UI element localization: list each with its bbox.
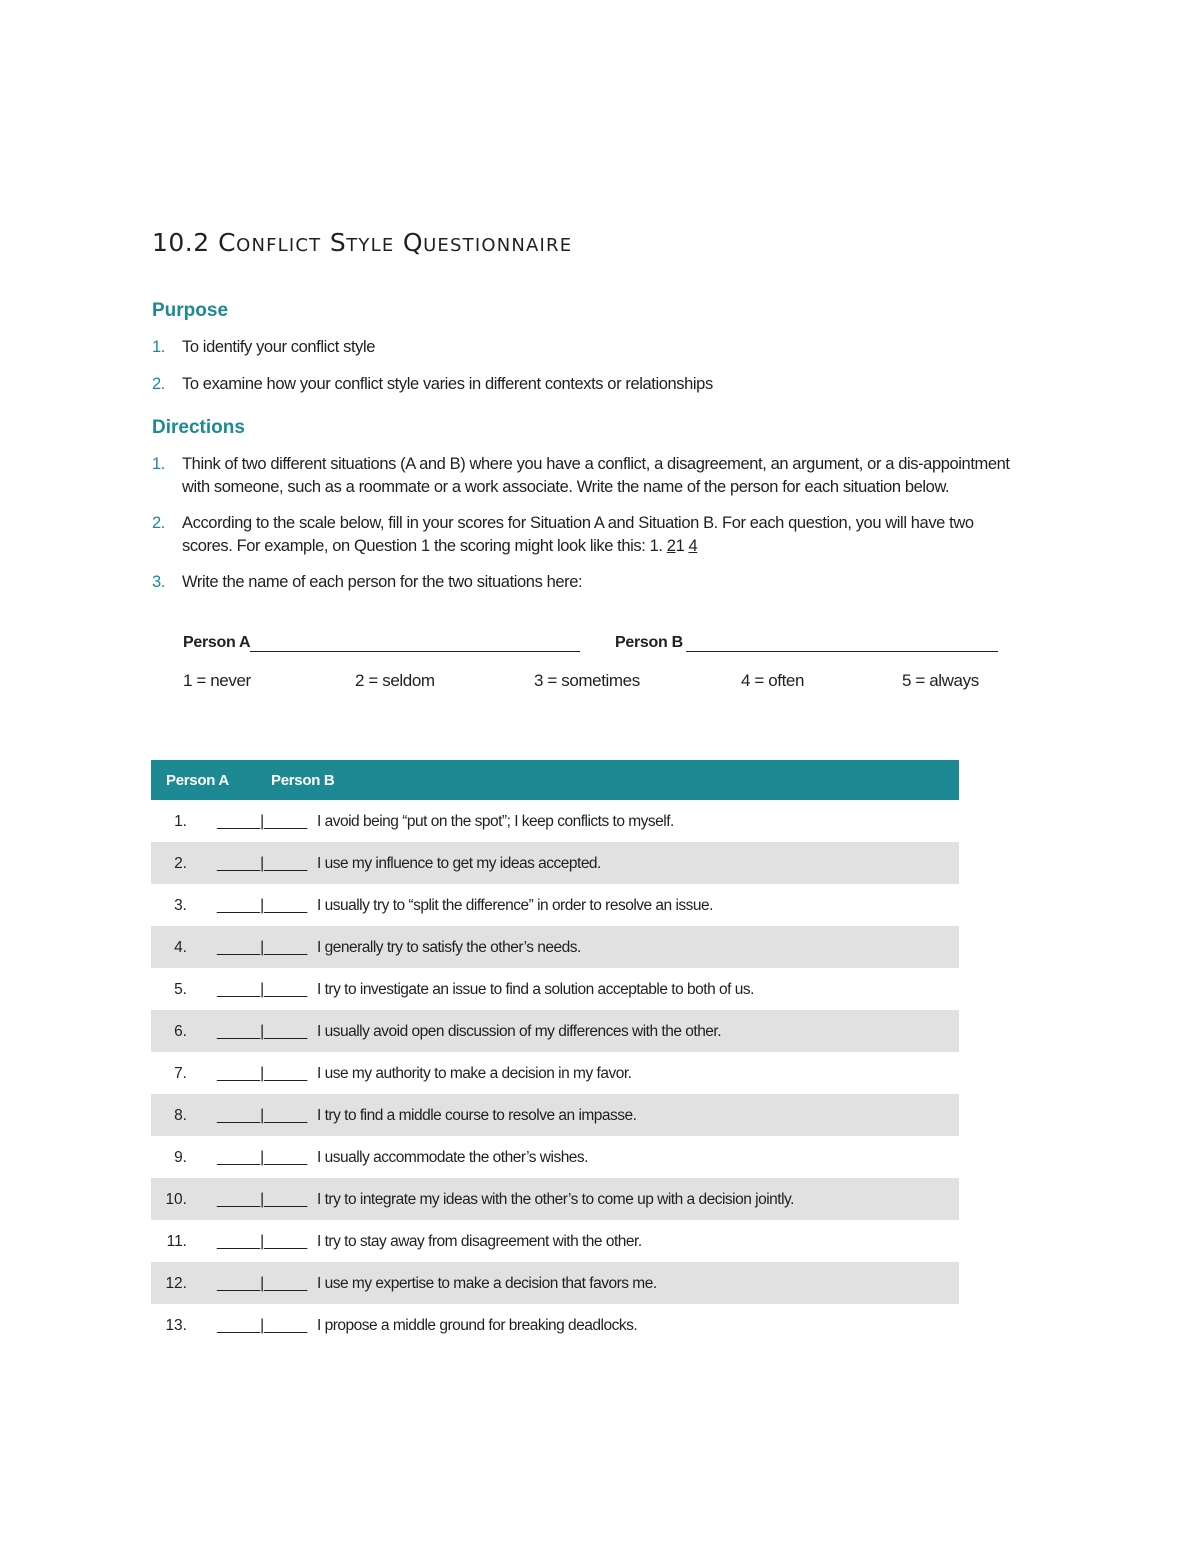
table-row — [151, 1094, 959, 1136]
question-number: 10. — [165, 1191, 187, 1208]
score-blanks[interactable]: _____|_____ — [217, 1149, 308, 1166]
table-row — [151, 1262, 959, 1304]
score-blanks[interactable]: _____|_____ — [217, 1233, 308, 1250]
question-text: I try to find a middle course to resolve an impasse. — [317, 1107, 637, 1124]
table-row — [151, 1220, 959, 1262]
table-header — [151, 760, 959, 800]
question-number: 6. — [174, 1023, 187, 1040]
person-a-label: Person A — [183, 634, 251, 651]
question-number: 7. — [174, 1065, 187, 1082]
questionnaire-table — [151, 760, 959, 1346]
table-body — [151, 800, 959, 1346]
header-person-b: Person B — [271, 772, 335, 789]
score-blanks[interactable]: _____|_____ — [217, 1317, 308, 1334]
score-blanks[interactable]: _____|_____ — [217, 1023, 308, 1040]
question-text: I use my authority to make a decision in my favor. — [317, 1065, 632, 1082]
person-b-field — [615, 634, 998, 652]
purpose-item: 1. To identify your conflict style — [152, 338, 376, 356]
table-row — [151, 1304, 959, 1346]
table-row — [151, 800, 959, 842]
scale-item: 3 = sometimes — [534, 671, 640, 690]
table-row — [151, 968, 959, 1010]
table-row — [151, 1052, 959, 1094]
question-text: I generally try to satisfy the other’s needs. — [317, 939, 581, 956]
directions-list — [152, 453, 1022, 594]
question-text: I use my expertise to make a decision that favors me. — [317, 1275, 657, 1292]
score-blanks[interactable]: _____|_____ — [217, 981, 308, 998]
question-text: I avoid being “put on the spot”; I keep conflicts to myself. — [317, 813, 674, 830]
purpose-heading: Purpose — [152, 300, 229, 321]
purpose-list — [152, 336, 1022, 395]
score-blanks[interactable]: _____|_____ — [217, 897, 308, 914]
table-row — [151, 926, 959, 968]
question-number: 5. — [174, 981, 187, 998]
question-number: 9. — [174, 1149, 187, 1166]
question-text: I usually try to “split the difference” in order to resolve an issue. — [317, 897, 713, 914]
score-blanks[interactable]: _____|_____ — [217, 939, 308, 956]
question-number: 13. — [165, 1317, 187, 1334]
scale-item: 1 = never — [183, 671, 251, 690]
scale-item: 2 = seldom — [355, 671, 435, 690]
table-row — [151, 884, 959, 926]
question-number: 3. — [174, 897, 187, 914]
table-row — [151, 1178, 959, 1220]
person-a-field — [183, 634, 580, 652]
title-word-2: STYLE — [329, 228, 395, 257]
example-score-a: 2 — [666, 536, 676, 555]
score-blanks[interactable]: _____|_____ — [217, 1107, 308, 1124]
score-blanks[interactable]: _____|_____ — [217, 1275, 308, 1292]
question-text: I usually accommodate the other’s wishes. — [317, 1149, 588, 1166]
table-row — [151, 1136, 959, 1178]
table-row — [151, 1010, 959, 1052]
question-text: I try to investigate an issue to find a solution acceptable to both of us. — [317, 981, 754, 998]
header-person-a: Person A — [166, 772, 229, 789]
question-text: I try to integrate my ideas with the other’s to come up with a decision jointly. — [317, 1191, 794, 1208]
directions-item: 3. Write the name of each person for the two situations here: — [152, 573, 583, 591]
question-text: I propose a middle ground for breaking deadlocks. — [317, 1317, 638, 1334]
directions-item: 2. According to the scale below, fill in your scores for Situation A and Situation B. For each question, you will have two scores. For example, on Question 1 the scoring might look like this: 1. 21 4 — [152, 514, 974, 555]
directions-item: 1. Think of two different situations (A and B) where you have a conflict, a disagreement, an argument, or a dis-appointment with someone, such as a roommate or a work associate. Write the name of the person for each situation below. — [152, 455, 1010, 496]
table-row — [151, 842, 959, 884]
question-text: I use my influence to get my ideas accepted. — [317, 855, 601, 872]
question-text: I usually avoid open discussion of my differences with the other. — [317, 1023, 722, 1040]
person-a-name-line[interactable] — [250, 634, 580, 652]
page-title — [152, 228, 572, 257]
question-number: 11. — [166, 1233, 187, 1250]
question-number: 4. — [174, 939, 187, 956]
title-word-3: QUESTIONNAIRE — [402, 228, 573, 257]
question-text: I try to stay away from disagreement with the other. — [317, 1233, 642, 1250]
question-number: 1. — [174, 813, 187, 830]
example-score-b: 4 — [688, 536, 698, 555]
question-number: 2. — [174, 855, 187, 872]
score-blanks[interactable]: _____|_____ — [217, 855, 308, 872]
score-blanks[interactable]: _____|_____ — [217, 1065, 308, 1082]
title-word-1: CONFLICT — [218, 228, 322, 257]
scale-item: 5 = always — [902, 671, 979, 690]
person-b-name-line[interactable] — [686, 634, 998, 652]
scale-item: 4 = often — [741, 671, 805, 690]
score-blanks[interactable]: _____|_____ — [217, 813, 308, 830]
person-b-label: Person B — [615, 634, 683, 651]
directions-heading: Directions — [152, 417, 245, 438]
purpose-item: 2. To examine how your conflict style varies in different contexts or relationships — [152, 374, 713, 393]
title-number: 10.2 — [152, 228, 210, 257]
question-number: 12. — [165, 1275, 187, 1292]
question-number: 8. — [174, 1107, 187, 1124]
score-blanks[interactable]: _____|_____ — [217, 1191, 308, 1208]
